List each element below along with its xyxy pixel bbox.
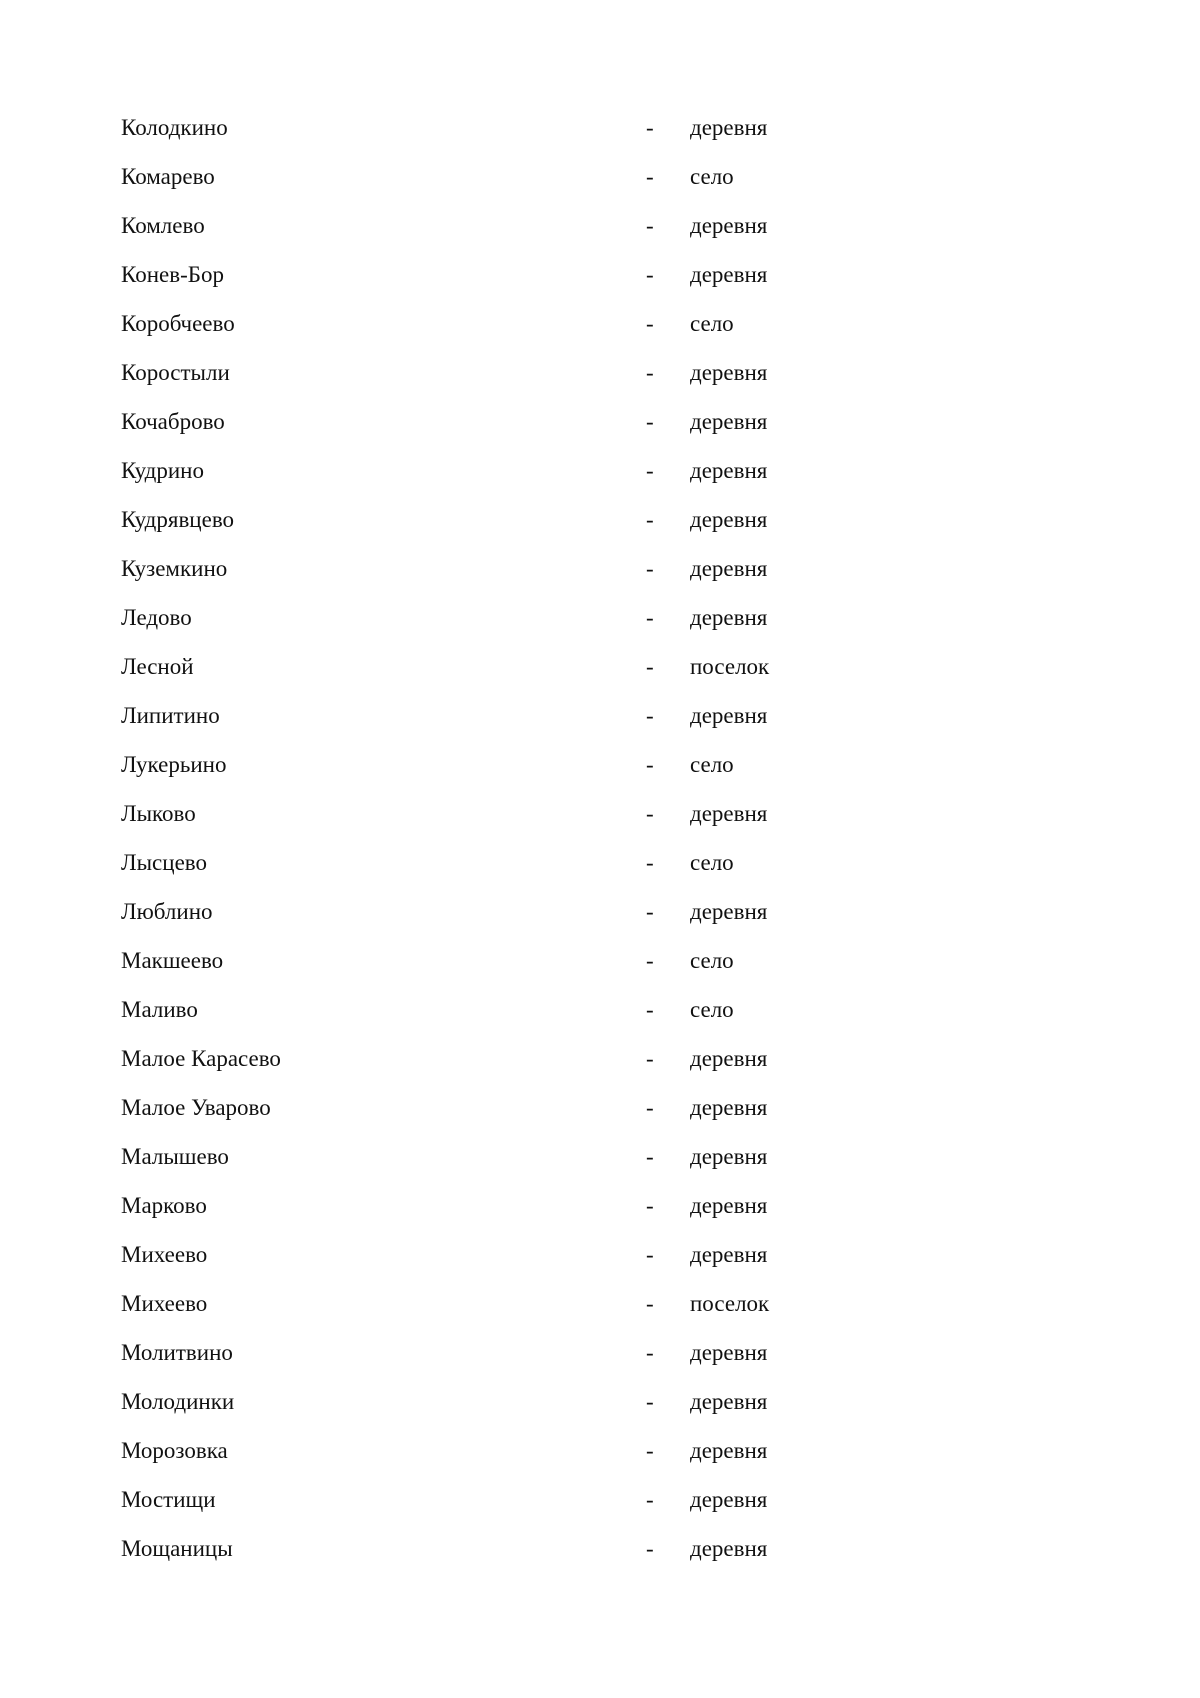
list-item — [121, 642, 821, 691]
settlement-name: Кудрявцево — [121, 507, 235, 532]
separator-dash: - — [646, 1291, 654, 1316]
list-item — [121, 495, 821, 544]
settlement-type: село — [690, 850, 734, 875]
settlement-name: Лукерьино — [121, 752, 227, 777]
settlement-list — [121, 103, 821, 1573]
settlement-type: деревня — [690, 1144, 768, 1169]
list-item — [121, 1279, 821, 1328]
settlement-type: деревня — [690, 360, 768, 385]
settlement-type: деревня — [690, 1438, 768, 1463]
separator-dash: - — [646, 997, 654, 1022]
list-item — [121, 1181, 821, 1230]
settlement-name: Малышево — [121, 1144, 229, 1169]
separator-dash: - — [646, 1095, 654, 1120]
separator-dash: - — [646, 752, 654, 777]
settlement-name: Малое Карасево — [121, 1046, 281, 1071]
list-item — [121, 1524, 821, 1573]
separator-dash: - — [646, 1438, 654, 1463]
separator-dash: - — [646, 115, 654, 140]
settlement-type: деревня — [690, 1487, 768, 1512]
settlement-type: деревня — [690, 1340, 768, 1365]
separator-dash: - — [646, 801, 654, 826]
settlement-type: деревня — [690, 262, 768, 287]
separator-dash: - — [646, 1389, 654, 1414]
list-item — [121, 838, 821, 887]
separator-dash: - — [646, 1340, 654, 1365]
separator-dash: - — [646, 1144, 654, 1169]
settlement-type: деревня — [690, 801, 768, 826]
settlement-name: Ледово — [121, 605, 192, 630]
list-item — [121, 1426, 821, 1475]
settlement-type: деревня — [690, 556, 768, 581]
list-item — [121, 593, 821, 642]
separator-dash: - — [646, 164, 654, 189]
settlement-type: село — [690, 311, 734, 336]
list-item — [121, 544, 821, 593]
settlement-type: деревня — [690, 1536, 768, 1561]
settlement-name: Комлево — [121, 213, 205, 238]
separator-dash: - — [646, 703, 654, 728]
settlement-type: деревня — [690, 1389, 768, 1414]
settlement-name: Кочаброво — [121, 409, 225, 434]
settlement-name: Макшеево — [121, 948, 224, 973]
settlement-type: деревня — [690, 507, 768, 532]
settlement-type: деревня — [690, 115, 768, 140]
settlement-name: Лысцево — [121, 850, 207, 875]
settlement-name: Колодкино — [121, 115, 228, 140]
list-item — [121, 887, 821, 936]
settlement-name: Морозовка — [121, 1438, 228, 1463]
settlement-type: деревня — [690, 703, 768, 728]
list-item — [121, 348, 821, 397]
settlement-name: Кудрино — [121, 458, 204, 483]
separator-dash: - — [646, 1193, 654, 1218]
settlement-name: Маливо — [121, 997, 198, 1022]
list-item — [121, 446, 821, 495]
list-item — [121, 1475, 821, 1524]
settlement-type: село — [690, 752, 734, 777]
list-item — [121, 103, 821, 152]
list-item — [121, 1132, 821, 1181]
settlement-name: Мостищи — [121, 1487, 216, 1512]
settlement-type: село — [690, 948, 734, 973]
settlement-type: село — [690, 997, 734, 1022]
separator-dash: - — [646, 1487, 654, 1512]
separator-dash: - — [646, 605, 654, 630]
list-item — [121, 250, 821, 299]
separator-dash: - — [646, 654, 654, 679]
list-item — [121, 936, 821, 985]
settlement-type: село — [690, 164, 734, 189]
settlement-name: Конев-Бор — [121, 262, 224, 287]
separator-dash: - — [646, 409, 654, 434]
separator-dash: - — [646, 850, 654, 875]
separator-dash: - — [646, 262, 654, 287]
settlement-type: деревня — [690, 1046, 768, 1071]
separator-dash: - — [646, 458, 654, 483]
settlement-type: деревня — [690, 1242, 768, 1267]
settlement-name: Михеево — [121, 1291, 208, 1316]
list-item — [121, 985, 821, 1034]
settlement-name: Молитвино — [121, 1340, 233, 1365]
list-item — [121, 1034, 821, 1083]
settlement-name: Молодинки — [121, 1389, 235, 1414]
settlement-name: Комарево — [121, 164, 215, 189]
separator-dash: - — [646, 899, 654, 924]
list-item — [121, 1230, 821, 1279]
settlement-type: деревня — [690, 213, 768, 238]
list-item — [121, 740, 821, 789]
list-item — [121, 1083, 821, 1132]
list-item — [121, 152, 821, 201]
settlement-name: Лыково — [121, 801, 196, 826]
settlement-name: Малое Уварово — [121, 1095, 271, 1120]
separator-dash: - — [646, 507, 654, 532]
settlement-type: деревня — [690, 1193, 768, 1218]
separator-dash: - — [646, 360, 654, 385]
settlement-name: Михеево — [121, 1242, 208, 1267]
settlement-type: деревня — [690, 605, 768, 630]
separator-dash: - — [646, 1046, 654, 1071]
list-item — [121, 397, 821, 446]
list-item — [121, 1377, 821, 1426]
settlement-type: деревня — [690, 899, 768, 924]
separator-dash: - — [646, 311, 654, 336]
settlement-name: Липитино — [121, 703, 220, 728]
settlement-type: поселок — [690, 1291, 770, 1316]
list-item — [121, 1328, 821, 1377]
settlement-name: Коробчеево — [121, 311, 235, 336]
settlement-name: Лесной — [121, 654, 194, 679]
settlement-name: Коростыли — [121, 360, 230, 385]
list-item — [121, 789, 821, 838]
settlement-name: Марково — [121, 1193, 207, 1218]
separator-dash: - — [646, 556, 654, 581]
settlement-name: Люблино — [121, 899, 213, 924]
settlement-type: поселок — [690, 654, 770, 679]
separator-dash: - — [646, 1242, 654, 1267]
settlement-type: деревня — [690, 1095, 768, 1120]
settlement-name: Мощаницы — [121, 1536, 233, 1561]
separator-dash: - — [646, 948, 654, 973]
settlement-name: Куземкино — [121, 556, 228, 581]
separator-dash: - — [646, 213, 654, 238]
list-item — [121, 299, 821, 348]
list-item — [121, 691, 821, 740]
separator-dash: - — [646, 1536, 654, 1561]
settlement-type: деревня — [690, 409, 768, 434]
settlement-type: деревня — [690, 458, 768, 483]
list-item — [121, 201, 821, 250]
